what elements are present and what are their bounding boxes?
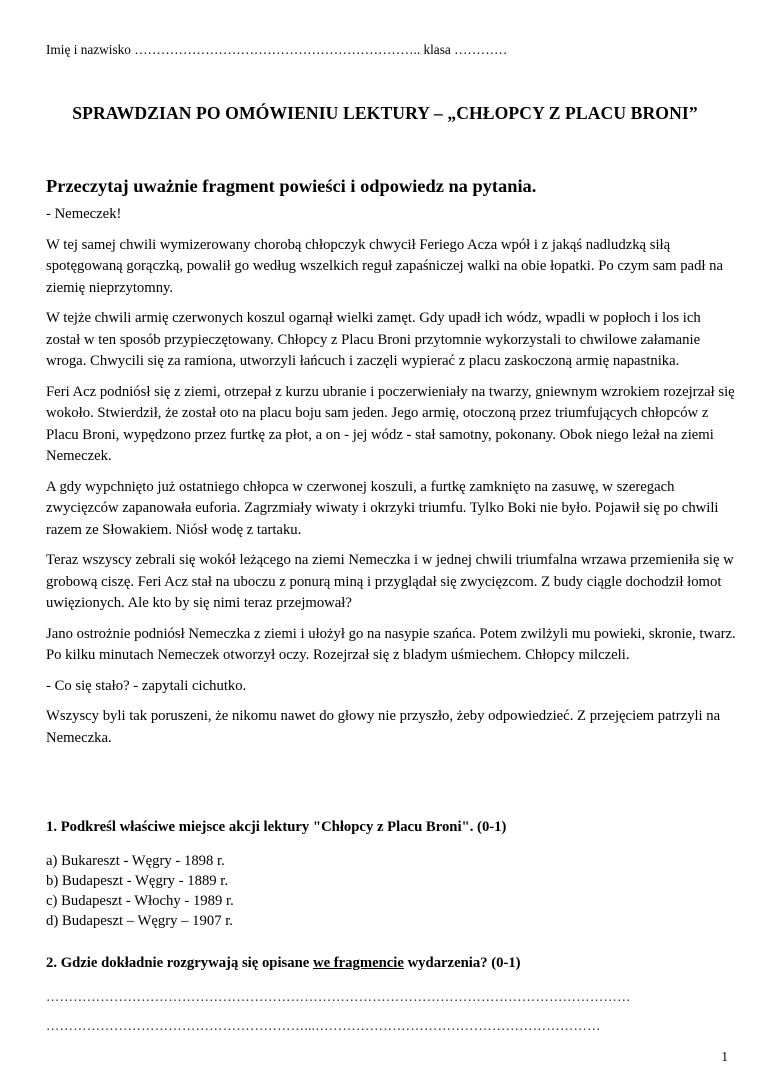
question-1-options: [46, 851, 234, 931]
novel-fragment: [46, 204, 736, 749]
question-2-text: 2. Gdzie dokładnie rozgrywają się opisane: [46, 955, 313, 971]
fragment-paragraph: A gdy wypchnięto już ostatniego chłopca w czerwonej koszuli, a furtkę zamknięto na zasuwę, w szeregach zwycięzców zapanowała euforia. Zagrzmiały wiwaty i okrzyki triumfu. Tylko Boki nie było. Pojawił się po chwili razem ze Słowakiem. Niósł wodę z tartaku.: [46, 478, 719, 538]
question-1: 1. Podkreśl właściwe miejsce akcji lektury "Chłopcy z Placu Broni". (0-1): [46, 819, 507, 835]
fragment-paragraph: Teraz wszyscy zebrali się wokół leżącego na ziemi Nemeczka i w jednej chwili triumfalna wrzawa przemieniła się w grobową ciszę. Feri Acz stał na uboczu z ponurą miną i przyglądał się zwycięzcom. Z budy ciągle dochodził łomot uwięzionych. Ale kto by się nimi teraz przejmował?: [46, 552, 734, 611]
question-2: [46, 955, 521, 972]
option-d[interactable]: d) Budapeszt – Węgry – 1907 r.: [46, 913, 233, 929]
question-2-underlined: we fragmencie: [312, 955, 404, 971]
option-c[interactable]: c) Budapeszt - Włochy - 1989 r.: [46, 893, 234, 909]
fragment-paragraph: Wszyscy byli tak poruszeni, że nikomu nawet do głowy nie przyszło, żeby odpowiedzieć. Z przejęciem patrzyli na Nemeczka.: [46, 708, 721, 746]
option-a[interactable]: a) Bukareszt - Węgry - 1898 r.: [46, 853, 225, 869]
student-name-class-line: Imię i nazwisko ……………………………………………………….. klasa …………: [46, 42, 508, 57]
option-b[interactable]: b) Budapeszt - Węgry - 1889 r.: [46, 873, 229, 889]
page-number: 1: [721, 1049, 728, 1064]
fragment-paragraph: W tejże chwili armię czerwonych koszul ogarnął wielki zamęt. Gdy upadł ich wódz, wpadli w popłoch i los ich został w ten sposób przypieczętowany. Chłopcy z Placu Broni przytomnie wykorzystali to chwilowe załamanie wroga. Chwycili się za ramiona, utworzyli łańcuch i zaczęli wypierać z placu zaskoczoną armię napastnika.: [46, 310, 701, 369]
question-2-text-end: wydarzenia? (0-1): [403, 955, 521, 971]
fragment-paragraph: Feri Acz podniósł się z ziemi, otrzepał z kurzu ubranie i poczerwieniały na twarzy, gniewnym wzrokiem rozejrzał się wokoło. Stwierdził, że został oto na placu boju sam jeden. Jego armię, otoczoną przez triumfujących chłopców z Placu Broni, wypędzono przez furtkę za płot, a on - jej wódz - stał samotny, pokonany. Obok niego leżał na ziemi Nemeczek.: [46, 383, 735, 464]
fragment-paragraph: W tej samej chwili wymizerowany chorobą chłopczyk chwycił Feriego Acza wpół i z jakąś nadludzką siłą spotęgowaną gorączką, powalił go według wszelkich reguł zapaśniczej walki na obie łopatki. Po czym sam padł na ziemię nieprzytomny.: [46, 236, 724, 296]
fragment-paragraph: - Nemeczek!: [46, 206, 122, 222]
answer-line-1[interactable]: …………………………………………………………………………………………………………………: [46, 989, 631, 1004]
instruction-heading: Przeczytaj uważnie fragment powieści i odpowiedz na pytania.: [46, 176, 537, 196]
answer-line-2[interactable]: …………………………………………………...………………………………………………………: [46, 1018, 601, 1033]
test-title: SPRAWDZIAN PO OMÓWIENIU LEKTURY – „CHŁOPCY Z PLACU BRONI”: [72, 103, 698, 123]
fragment-paragraph: Jano ostrożnie podniósł Nemeczka z ziemi i ułożył go na nasypie szańca. Potem zwilżyli mu powieki, skronie, twarz. Po kilku minutach Nemeczek otworzył oczy. Rozejrzał się z bladym uśmiechem. Chłopcy milczeli.: [46, 625, 736, 663]
fragment-paragraph: - Co się stało? - zapytali cichutko.: [46, 677, 247, 694]
